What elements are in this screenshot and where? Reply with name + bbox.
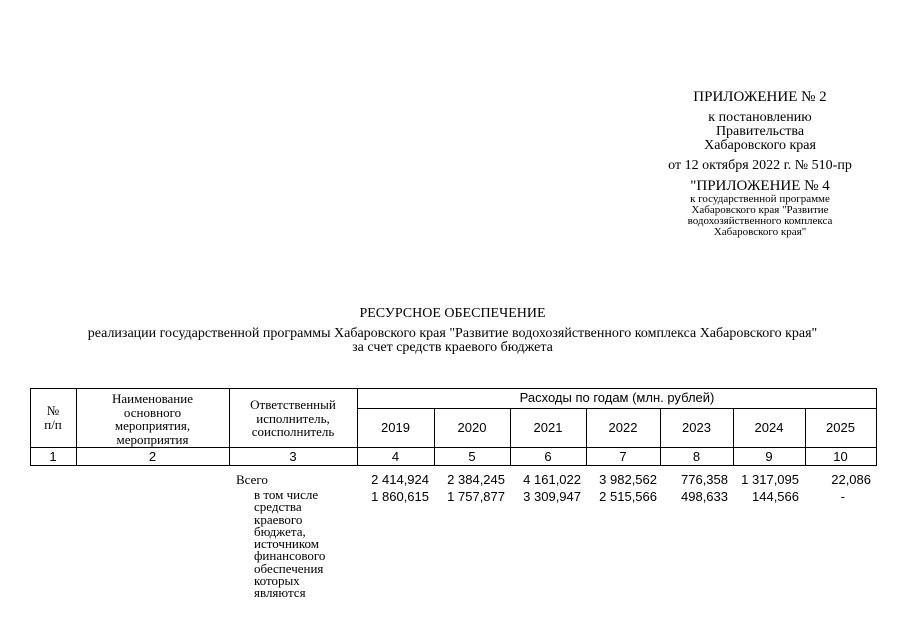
table-year-divider [357,408,877,409]
document-subtitle-2: за счет средств краевого бюджета [352,340,553,355]
header-num: № п/п [44,403,62,432]
header-executor: Ответственный исполнитель, соисполнитель [250,397,336,440]
header-expenses: Расходы по годам (млн. рублей) [519,390,715,405]
value-2019: 2 414,924 [371,472,429,487]
document-title: РЕСУРСНОЕ ОБЕСПЕЧЕНИЕ [359,306,546,321]
year-2022: 2022 [608,420,638,435]
value-2023: 776,358 [681,472,728,487]
col-number-2: 2 [148,449,157,464]
header-name: Наименование основного мероприятия, мероприятия [112,391,193,447]
value-2021: 4 161,022 [523,472,581,487]
value-2025: - [840,489,845,504]
year-2025: 2025 [826,420,855,435]
col-number-1: 1 [49,449,57,464]
value-2021: 3 309,947 [523,489,581,504]
table-border-top [30,388,877,389]
col-number-7: 7 [619,449,627,464]
resolution-date: от 12 октября 2022 г. № 510-пр [668,158,852,173]
value-2022: 3 982,562 [599,472,657,487]
col-number-4: 4 [391,449,400,464]
to-resolution-line-3: Хабаровского края [704,138,816,153]
to-resolution-line-2: Правительства [715,124,805,139]
value-2024: 1 317,095 [741,472,799,487]
document-subtitle: реализации государственной программы Хабаровского края "Развитие водохозяйственного комплекса Хабаровского края" [87,326,818,341]
col-number-8: 8 [692,449,701,464]
appendix4-line-2: Хабаровского края "Развитие [691,204,829,216]
value-2020: 2 384,245 [447,472,505,487]
value-2023: 498,633 [681,489,728,504]
year-2023: 2023 [682,420,711,435]
value-2019: 1 860,615 [371,489,429,504]
appendix4-line-3: водохозяйственного комплекса [687,215,833,227]
table-header-bottom [30,447,877,448]
appendix4-line-1: к государственной программе [690,193,830,205]
table-colnum-bottom [30,465,877,466]
year-2024: 2024 [754,420,784,435]
appendix-number: ПРИЛОЖЕНИЕ № 2 [693,89,827,105]
value-2020: 1 757,877 [447,489,505,504]
col-number-3: 3 [289,449,297,464]
col-number-9: 9 [765,449,773,464]
col-number-5: 5 [468,449,476,464]
appendix-header [640,90,880,238]
appendix4-title: "ПРИЛОЖЕНИЕ № 4 [690,178,830,194]
appendix4-line-4: Хабаровского края" [713,226,807,238]
row-label: в том числе средства краевого бюджета, источником финансового обеспечения которых являются [254,487,326,601]
value-2025: 22,086 [831,472,871,487]
value-2022: 2 515,566 [599,489,657,504]
col-number-6: 6 [544,449,552,464]
col-number-10: 10 [833,449,848,464]
year-2021: 2021 [533,420,563,435]
to-resolution-line-1: к постановлению [708,110,812,125]
year-2019: 2019 [381,420,410,435]
value-2024: 144,566 [752,489,799,504]
year-2020: 2020 [457,420,487,435]
row-label: Всего [236,472,268,487]
